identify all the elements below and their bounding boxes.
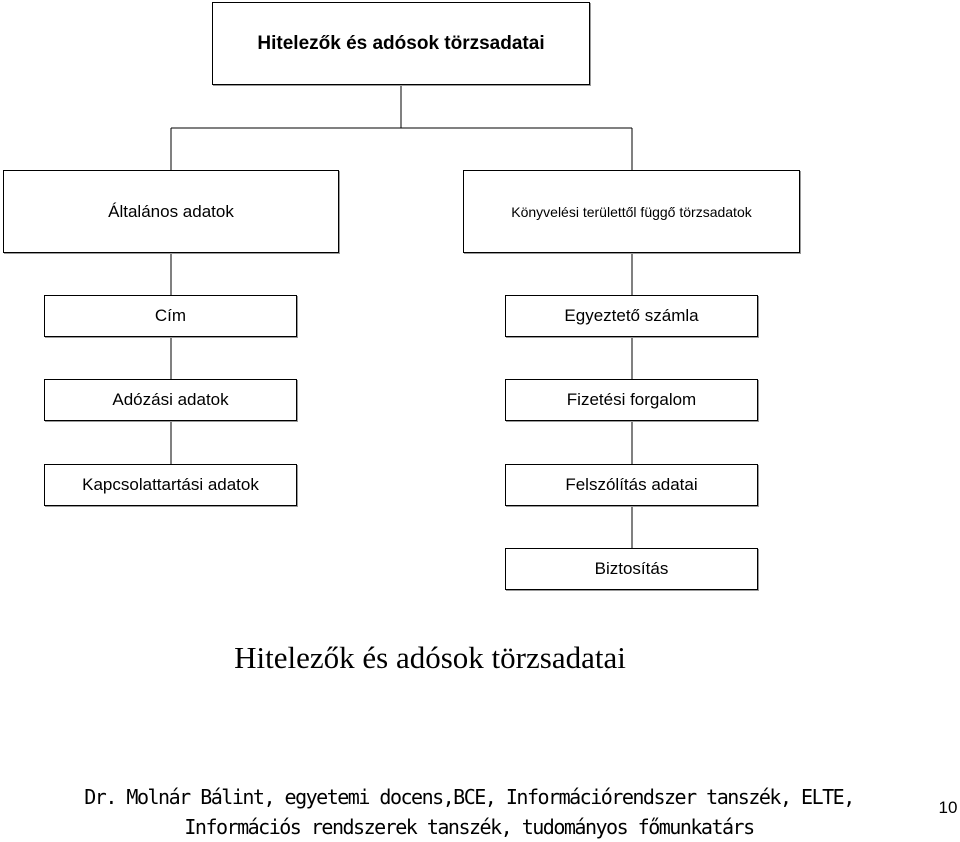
node-tax-data <box>44 379 297 421</box>
node-general-data <box>3 170 339 253</box>
root-node <box>212 2 590 85</box>
node-insurance <box>505 548 758 590</box>
footer-line-1: Dr. Molnár Bálint, egyetemi docens,BCE, Információrendszer tanszék, ELTE, <box>84 785 854 809</box>
page-number: 10 <box>938 798 958 817</box>
node-insurance-label: Biztosítás <box>594 559 669 578</box>
node-contact-data <box>44 464 297 506</box>
slide-footer <box>0 782 938 842</box>
node-accounting-area-data <box>463 170 800 253</box>
node-address-label: Cím <box>154 306 187 325</box>
node-payment-transactions-label: Fizetési forgalom <box>566 390 697 409</box>
node-accounting-area-data-label: Könyvelési területtől függő törzsadatok <box>511 203 752 220</box>
node-reconciliation-account-label: Egyeztető számla <box>564 306 699 325</box>
node-dunning-data-label: Felszólítás adatai <box>565 475 698 494</box>
node-dunning-data <box>505 464 758 506</box>
node-payment-transactions <box>505 379 758 421</box>
node-address <box>44 295 297 337</box>
node-tax-data-label: Adózási adatok <box>112 390 229 409</box>
root-node-label: Hitelezők és adósok törzsadatai <box>257 32 545 54</box>
node-reconciliation-account <box>505 295 758 337</box>
node-contact-data-label: Kapcsolattartási adatok <box>82 475 259 494</box>
slide-title: Hitelezők és adósok törzsadatai <box>234 640 626 675</box>
footer-line-2: Információs rendszerek tanszék, tudományos főmunkatárs <box>184 815 754 839</box>
node-general-data-label: Általános adatok <box>108 201 234 221</box>
